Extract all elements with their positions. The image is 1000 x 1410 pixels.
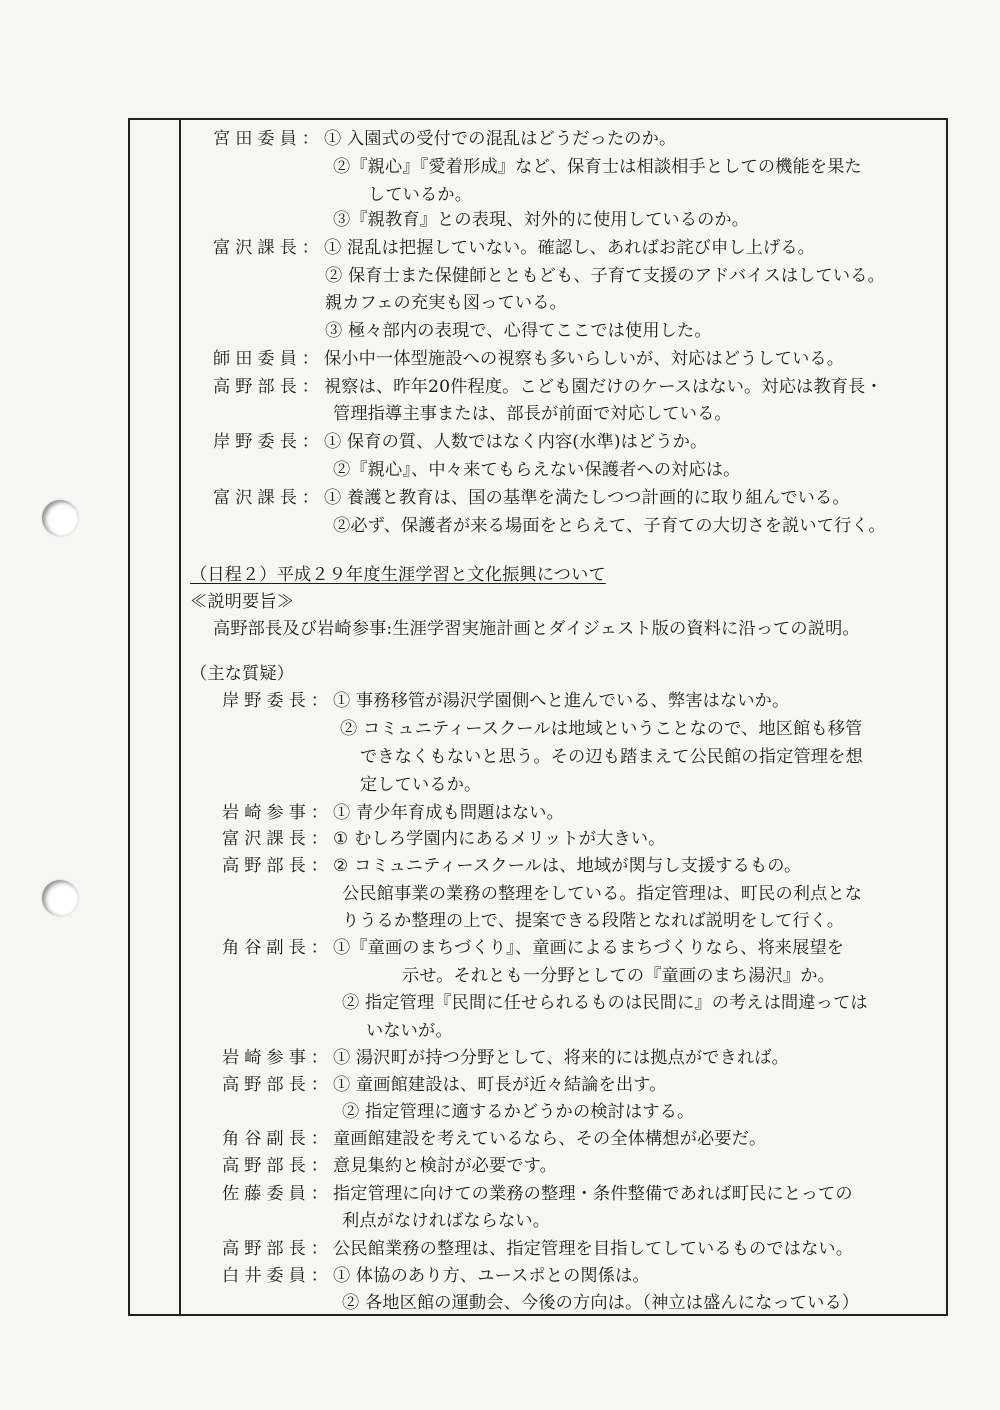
minutes-line [342,1208,550,1234]
statement-text: ② 保育士また保健師とともども、子育て支援のアドバイスはしている。 [325,266,885,286]
speaker-name: 高野部長： [222,856,333,876]
minutes-line [333,154,862,180]
summary-label: ≪説明要旨≫ [190,592,295,612]
minutes-line [222,1072,667,1098]
minutes-line [402,963,835,989]
minutes-line [360,744,863,770]
agenda-title: （日程２）平成２９年度生涯学習と文化振興について [190,565,606,585]
speaker-name: 高野部長： [222,1075,333,1095]
speaker-name: 富沢課長： [213,488,324,508]
minutes-line [360,772,481,798]
minutes-line [222,1045,789,1071]
minutes-line [213,374,883,400]
statement-text: ② コミュニティースクールは地域ということなので、地区館も移管 [340,719,863,739]
minutes-line [222,1263,650,1289]
minutes-line [222,1126,766,1152]
minutes-line [213,346,844,372]
statement-text: ② 各地区館の運動会、今後の方向は。（神立は盛んになっている） [342,1293,860,1313]
speaker-name: 富沢課長： [222,829,333,849]
statement-text: 示せ。それとも一分野としての『童画のまち湯沢』か。 [402,966,835,986]
minutes-line [213,485,850,511]
statement-text: ② コミュニティースクールは、地域が関与し支援するもの。 [332,856,802,876]
statement-text: ①『童画のまちづくり』、童画によるまちづくりなら、将来展望を [332,938,845,958]
speaker-name: 岩崎参事： [222,1048,333,1068]
statement-text: ① むしろ学園内にあるメリットが大きい。 [332,829,666,849]
minutes-line [222,935,844,961]
speaker-name: 岩崎参事： [222,803,333,823]
speaker-name: 佐藤委員： [222,1184,333,1204]
statement-text: 童画館建設を考えているなら、その全体構想が必要だ。 [332,1129,767,1149]
minutes-line [325,290,567,316]
statement-text: ① 体協のあり方、ユースポとの関係は。 [332,1266,650,1286]
statement-text: ②『親心』、中々来てもらえない保護者への対応は。 [333,460,741,480]
minutes-line [222,1153,557,1179]
statement-text: できなくもないと思う。その辺も踏まえて公民館の指定管理を想 [360,747,863,767]
speaker-name: 岸野委長： [213,432,324,452]
speaker-name: 角谷副長： [222,938,333,958]
statement-text: 指定管理に向けての業務の整理・条件整備であれば町民にとっての [332,1184,853,1204]
speaker-name: 高野部長： [213,377,324,397]
statement-text: しているか。 [368,185,473,205]
statement-text: ②『親心』『愛着形成』など、保育士は相談相手としての機能を果た [333,157,862,177]
summary-text: 高野部長及び岩崎参事:生涯学習実施計画とダイジェスト版の資料に沿っての説明。 [213,619,860,639]
minutes-line [222,826,666,852]
statement-text: いないが。 [366,1021,453,1041]
minutes-line [325,263,885,289]
statement-text: ① 養護と教育は、国の基準を満たしつつ計画的に取り組んでいる。 [323,488,850,508]
punch-hole [42,500,78,536]
statement-text: りうるか整理の上で、提案できる段階となれば説明をして行く。 [342,911,845,931]
statement-text: ① 入園式の受付での混乱はどうだったのか。 [323,129,677,149]
statement-text: 公民館事業の業務の整理をしている。指定管理は、町民の利点とな [342,884,863,904]
minutes-line [333,207,749,233]
statement-text: ① 混乱は把握していない。確認し、あればお詫び申し上げる。 [323,238,816,258]
minutes-line [222,688,789,714]
minutes-line [366,1018,453,1044]
statement-text: ① 保育の質、人数ではなく内容(水準)はどうか。 [323,432,708,452]
minutes-line [213,126,676,152]
speaker-name: 師田委員： [213,349,324,369]
statement-text: ① 童画館建設は、町長が近々結論を出す。 [332,1075,667,1095]
statement-text: 管理指導主事または、部長が前面で対応している。 [333,404,732,424]
minutes-line [333,513,886,539]
speaker-name: 角谷副長： [222,1129,333,1149]
statement-text: ②必ず、保護者が来る場面をとらえて、子育ての大切さを説いて行く。 [333,516,886,536]
statement-text: 定しているか。 [360,775,482,795]
statement-text: ③『親教育』との表現、対外的に使用しているのか。 [333,210,750,230]
speaker-name: 高野部長： [222,1156,333,1176]
minutes-line [333,401,732,427]
minutes-line [222,800,564,826]
minutes-line [368,182,472,208]
statement-text: 公民館業務の整理は、指定管理を目指してしているものではない。 [332,1239,854,1259]
qa-label: （主な質疑） [190,664,295,684]
minutes-line [342,1099,694,1125]
speaker-name: 高野部長： [222,1239,333,1259]
statement-text: 視察は、昨年20件程度。こども園だけのケースはない。対応は教育長・ [323,377,883,397]
statement-text: ② 指定管理『民間に任せられるものは民間に』の考えは間違っては [342,993,868,1013]
minutes-line [213,429,707,455]
minutes-line [342,881,862,907]
minutes-line [342,990,868,1016]
statement-text: ③ 極々部内の表現で、心得てここでは使用した。 [325,321,712,341]
statement-text: ① 事務移管が湯沢学園側へと進んでいる、弊害はないか。 [332,691,790,711]
speaker-name: 白井委員： [222,1266,333,1286]
minutes-line [325,318,712,344]
statement-text: ① 湯沢町が持つ分野として、将来的には拠点ができれば。 [332,1048,789,1068]
statement-text: 親カフェの充実も図っている。 [325,293,567,313]
statement-text: ② 指定管理に適するかどうかの検討はする。 [342,1102,695,1122]
minutes-line [333,457,741,483]
minutes-line [213,235,815,261]
statement-text: ① 青少年育成も問題はない。 [332,803,564,823]
minutes-line [222,853,801,879]
statement-text: 意見集約と検討が必要です。 [332,1156,557,1176]
statement-text: 保小中一体型施設への視察も多いらしいが、対応はどうしている。 [323,349,845,369]
minutes-line [342,1290,859,1316]
minutes-line [342,908,844,934]
speaker-name: 宮田委員： [213,129,324,149]
speaker-name: 富沢課長： [213,238,324,258]
minutes-line [222,1236,853,1262]
speaker-name: 岸野委長： [222,691,333,711]
margin-column-rule [179,118,181,1316]
minutes-line [340,716,862,742]
punch-hole [42,880,78,916]
minutes-line [222,1181,853,1207]
statement-text: 利点がなければならない。 [342,1211,551,1231]
